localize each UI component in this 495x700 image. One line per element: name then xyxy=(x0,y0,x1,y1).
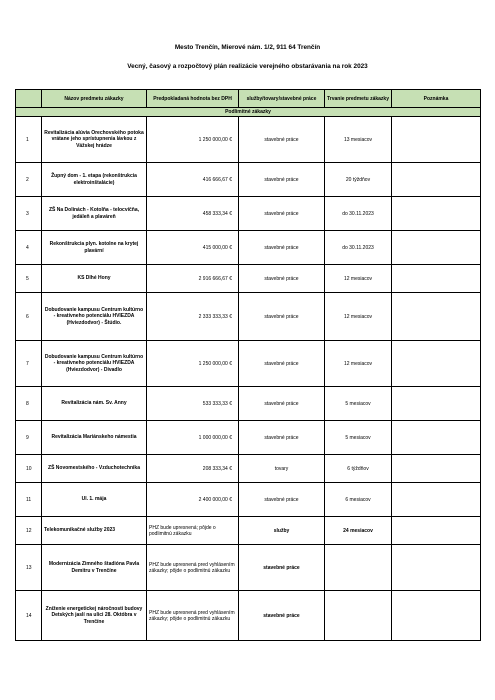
table-row xyxy=(16,231,481,265)
row-number: 7 xyxy=(16,341,42,387)
row-number: 9 xyxy=(16,421,42,455)
row-type: stavebné práce xyxy=(239,591,325,641)
row-duration: 6 mesiacov xyxy=(325,483,392,517)
row-number: 14 xyxy=(16,591,42,641)
row-name: ZŠ Novomestského - Vzduchotechnika xyxy=(42,455,147,483)
row-number: 10 xyxy=(16,455,42,483)
row-number: 4 xyxy=(16,231,42,265)
table-row xyxy=(16,545,481,591)
row-number: 5 xyxy=(16,265,42,293)
row-type: stavebné práce xyxy=(239,293,325,341)
row-number: 11 xyxy=(16,483,42,517)
table-header-row xyxy=(16,90,481,108)
row-duration: 6 týždňov xyxy=(325,455,392,483)
row-name: Ul. 1. mája xyxy=(42,483,147,517)
row-number: 13 xyxy=(16,545,42,591)
row-duration xyxy=(325,545,392,591)
table-row xyxy=(16,455,481,483)
table-row xyxy=(16,483,481,517)
row-duration: do 30.11.2023 xyxy=(325,231,392,265)
row-value: 1 250 000,00 € xyxy=(147,117,239,163)
row-number: 12 xyxy=(16,517,42,545)
row-name: ZŠ Na Dolinách - Kotolňa - telocvičňa, jedáleň a plaváreň xyxy=(42,197,147,231)
row-number: 1 xyxy=(16,117,42,163)
row-name: Zníženie energetickej náročnosti budovy Detských jaslí na ulici 28. Októbra v Trenčíne xyxy=(42,591,147,641)
row-note xyxy=(392,545,481,591)
row-type: stavebné práce xyxy=(239,483,325,517)
section-label: Podlimitné zákazky xyxy=(16,108,481,117)
row-type: tovary xyxy=(239,455,325,483)
row-duration: 13 mesiacov xyxy=(325,117,392,163)
row-number: 2 xyxy=(16,163,42,197)
row-value: PHZ bude upresnená pred vyhlásením zákazky; pôjde o podlimitnú zákazku xyxy=(147,591,239,641)
row-note xyxy=(392,231,481,265)
row-type: stavebné práce xyxy=(239,341,325,387)
row-value: 2 400 000,00 € xyxy=(147,483,239,517)
row-duration xyxy=(325,591,392,641)
row-duration: 5 mesiacov xyxy=(325,387,392,421)
table-row xyxy=(16,341,481,387)
table-row xyxy=(16,517,481,545)
row-number: 3 xyxy=(16,197,42,231)
row-note xyxy=(392,163,481,197)
table-row xyxy=(16,387,481,421)
row-duration: 12 mesiacov xyxy=(325,293,392,341)
row-type: stavebné práce xyxy=(239,387,325,421)
row-type: stavebné práce xyxy=(239,231,325,265)
row-note xyxy=(392,591,481,641)
row-value: 1 250 000,00 € xyxy=(147,341,239,387)
row-value: PHZ bude upresnená pred vyhlásením zákazky; pôjde o podlimitnú zákazku xyxy=(147,545,239,591)
row-name: Dobudovanie kampusu Centrum kultúrno - kreatívneho potenciálu HVIEZDA (Hviezdodvor) - Štúdio. xyxy=(42,293,147,341)
col-header-value: Predpokladaná hodnota bez DPH xyxy=(147,90,239,108)
row-duration: 24 mesiacov xyxy=(325,517,392,545)
row-note xyxy=(392,387,481,421)
row-value: 208 333,34 € xyxy=(147,455,239,483)
row-note xyxy=(392,117,481,163)
row-type: stavebné práce xyxy=(239,545,325,591)
row-note xyxy=(392,341,481,387)
row-name: Revitalizácia nám. Sv. Anny xyxy=(42,387,147,421)
row-note xyxy=(392,197,481,231)
document-header-address: Mesto Trenčín, Mierové nám. 1/2, 911 64 Trenčín xyxy=(174,44,321,51)
row-note xyxy=(392,483,481,517)
row-note xyxy=(392,517,481,545)
row-duration: 5 mesiacov xyxy=(325,421,392,455)
row-duration: 12 mesiacov xyxy=(325,265,392,293)
table-row xyxy=(16,197,481,231)
row-note xyxy=(392,421,481,455)
row-type: stavebné práce xyxy=(239,265,325,293)
row-value: 458 333,34 € xyxy=(147,197,239,231)
row-value: 2 333 333,33 € xyxy=(147,293,239,341)
row-number: 8 xyxy=(16,387,42,421)
row-name: KS Dlhé Hony xyxy=(42,265,147,293)
row-name: Župný dom - 1. etapa (rekonštrukcia elektroinštalácie) xyxy=(42,163,147,197)
row-name: Dobudovanie kampusu Centrum kultúrno - kreatívneho potenciálu HVIEZDA (Hviezdodvor) - Divadlo xyxy=(42,341,147,387)
row-type: služby xyxy=(239,517,325,545)
row-value: 1 000 000,00 € xyxy=(147,421,239,455)
col-header-type: služby/tovary/stavebné práce xyxy=(239,90,325,108)
row-value: 415 000,00 € xyxy=(147,231,239,265)
table-row xyxy=(16,293,481,341)
table-row xyxy=(16,421,481,455)
row-type: stavebné práce xyxy=(239,421,325,455)
col-header-duration: Trvanie predmetu zákazky xyxy=(325,90,392,108)
document-title: Vecný, časový a rozpočtový plán realizácie verejného obstarávania na rok 2023 xyxy=(127,63,368,70)
row-value: PHZ bude upresnená; pôjde o podlimitnú zákazku xyxy=(147,517,239,545)
row-value: 2 916 666,67 € xyxy=(147,265,239,293)
procurement-plan-table xyxy=(15,89,481,641)
table-row xyxy=(16,265,481,293)
row-type: stavebné práce xyxy=(239,197,325,231)
col-header-number xyxy=(16,90,42,108)
row-duration: do 30.11.2023 xyxy=(325,197,392,231)
row-value: 416 666,67 € xyxy=(147,163,239,197)
col-header-name: Názov predmetu zákazky xyxy=(42,90,147,108)
row-type: stavebné práce xyxy=(239,163,325,197)
table-row xyxy=(16,591,481,641)
row-name: Rekonštrukcia plyn. kotolne na krytej plavární xyxy=(42,231,147,265)
row-name: Revitalizácia Mariánskeho námestia xyxy=(42,421,147,455)
table-row xyxy=(16,163,481,197)
row-note xyxy=(392,455,481,483)
row-note xyxy=(392,293,481,341)
row-duration: 12 mesiacov xyxy=(325,341,392,387)
row-note xyxy=(392,265,481,293)
row-name: Revitalizácia alúvia Orechovského potoka vrátane jeho sprístupnenia lávkou z Vážskej hrádze xyxy=(42,117,147,163)
row-name: Telekomunikačné služby 2023 xyxy=(42,517,147,545)
row-number: 6 xyxy=(16,293,42,341)
row-type: stavebné práce xyxy=(239,117,325,163)
table-row xyxy=(16,117,481,163)
row-duration: 20 týždňov xyxy=(325,163,392,197)
row-name: Modernizácia Zimného štadióna Pavla Demitru v Trenčíne xyxy=(42,545,147,591)
col-header-note: Poznámka xyxy=(392,90,481,108)
section-row xyxy=(16,108,481,117)
row-value: 533 333,33 € xyxy=(147,387,239,421)
